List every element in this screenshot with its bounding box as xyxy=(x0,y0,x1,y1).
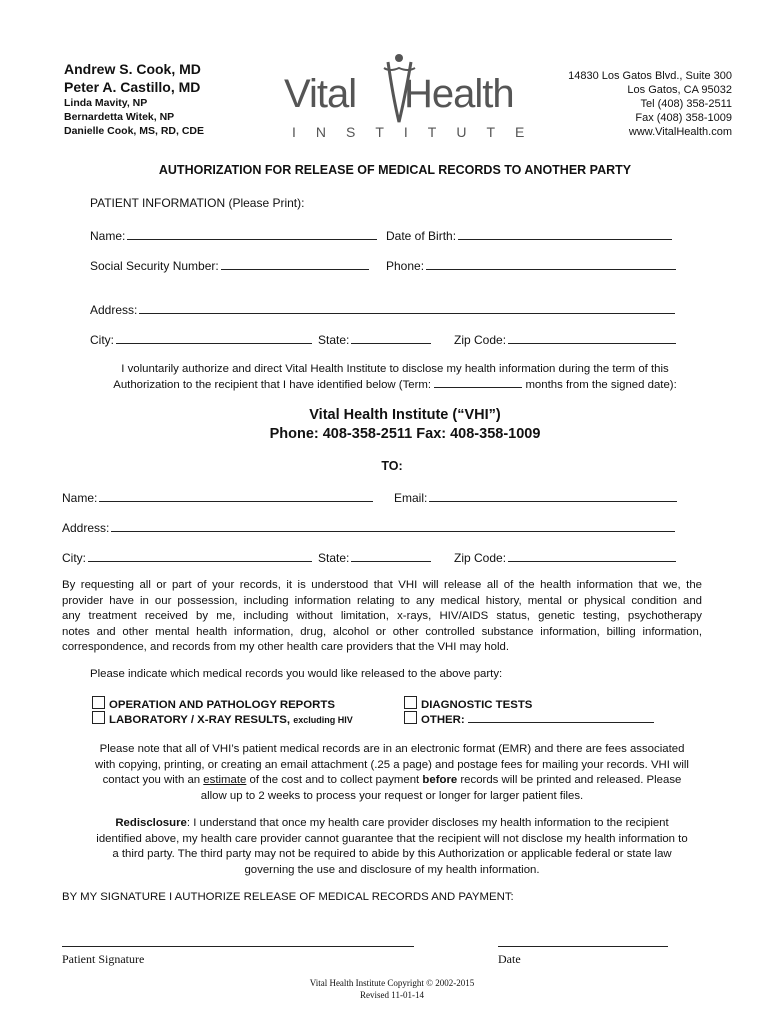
authorization-line-2 xyxy=(0,377,770,393)
laboratory-note: excluding HIV xyxy=(293,715,353,725)
patient-dob-label: Date of Birth: xyxy=(386,229,457,243)
fees-line: allow up to 2 weeks to process your request or longer for larger patient files. xyxy=(200,789,584,802)
staff-name: Bernardetta Witek, NP xyxy=(64,111,175,123)
patient-phone-field[interactable] xyxy=(426,258,676,270)
redisclosure-line: governing the use and disclosure of my health information. xyxy=(244,863,540,876)
fees-text: records will be printed and released. Please xyxy=(460,774,682,786)
release-line: any treatment received by me, including without limitation, x-rays, HIV/AIDS status, genetic testing, psychotherapy xyxy=(62,610,702,622)
term-suffix: months from the signed date): xyxy=(525,379,677,391)
authorization-line-1: I voluntarily authorize and direct Vital Health Institute to disclose my health information during the term of this xyxy=(121,363,669,375)
patient-ssn-label: Social Security Number: xyxy=(90,259,219,273)
release-line: provider have in our possession, including information relating to any medical history, mental or physical condition and xyxy=(62,594,702,607)
recipient-state-field[interactable] xyxy=(351,550,431,562)
release-line: notes and other mental health information, drug, alcohol or other controlled substance information, billing information, xyxy=(62,625,702,638)
staff-name: Danielle Cook, MS, RD, CDE xyxy=(64,125,205,137)
fees-text: contact you with an xyxy=(102,774,201,786)
patient-name-label: Name: xyxy=(90,229,126,243)
clinic-address xyxy=(568,69,732,139)
doctor-name: Andrew S. Cook, MD xyxy=(64,61,201,77)
fees-before: before xyxy=(422,774,458,786)
logo-subtitle: INSTITUTE xyxy=(292,124,545,140)
redisclosure-line: identified above, my health care provider cannot guarantee that the recipient will not disclose my health information to xyxy=(96,832,688,845)
release-paragraph xyxy=(62,578,702,656)
staff-list xyxy=(64,96,204,138)
footer-revised: Revised 11-01-14 xyxy=(360,990,424,1000)
laboratory-checkbox[interactable] xyxy=(92,711,105,724)
fees-paragraph xyxy=(0,742,770,804)
date-signature-line[interactable] xyxy=(498,946,668,947)
form-title: AUTHORIZATION FOR RELEASE OF MEDICAL RECORDS TO ANOTHER PARTY xyxy=(158,163,632,177)
fees-line xyxy=(0,773,770,789)
redisclosure-line xyxy=(0,816,770,832)
recipient-city-label: City: xyxy=(62,551,86,565)
address-line: 14830 Los Gatos Blvd., Suite 300 xyxy=(568,70,732,82)
doctor-name: Peter A. Castillo, MD xyxy=(64,79,201,95)
release-line: By requesting all or part of your records, it is understood that VHI will release all of the health information that we, the xyxy=(62,579,702,591)
patient-state-label: State: xyxy=(318,333,350,347)
redisclosure-paragraph xyxy=(0,816,770,878)
to-label: TO: xyxy=(381,459,403,473)
footer xyxy=(0,977,770,1001)
option-other[interactable] xyxy=(404,711,654,728)
patient-state-field[interactable] xyxy=(351,332,431,344)
recipient-zip-field[interactable] xyxy=(508,550,676,562)
fees-text: of the cost and to collect payment xyxy=(249,774,420,786)
address-line: Fax (408) 358-1009 xyxy=(635,112,732,124)
patient-zip-label: Zip Code: xyxy=(454,333,507,347)
other-checkbox[interactable] xyxy=(404,711,417,724)
release-line: correspondence, and records from my other health care providers that the VHI may hold. xyxy=(62,641,509,653)
diagnostic-label: DIAGNOSTIC TESTS xyxy=(421,699,533,711)
fees-line: Please note that all of VHI’s patient medical records are in an electronic format (EMR) and there are fees associated xyxy=(99,743,685,755)
patient-city-field[interactable] xyxy=(116,332,312,344)
signature-statement: BY MY SIGNATURE I AUTHORIZE RELEASE OF MEDICAL RECORDS AND PAYMENT: xyxy=(62,891,514,903)
patient-phone-label: Phone: xyxy=(386,259,425,273)
vhi-name: Vital Health Institute (“VHI”) xyxy=(309,407,501,423)
recipient-email-label: Email: xyxy=(394,491,428,505)
recipient-city-field[interactable] xyxy=(88,550,312,562)
patient-section-heading: PATIENT INFORMATION (Please Print): xyxy=(90,196,305,210)
operation-checkbox[interactable] xyxy=(92,696,105,709)
recipient-name-field[interactable] xyxy=(99,490,373,502)
fees-line: with copying, printing, or creating an email attachment (.25 a page) and postage fees for mailing your records. VHI will xyxy=(95,758,689,771)
patient-signature-line[interactable] xyxy=(62,946,414,947)
recipient-address-field[interactable] xyxy=(111,520,675,532)
logo xyxy=(280,52,545,142)
patient-address-label: Address: xyxy=(90,303,138,317)
operation-label: OPERATION AND PATHOLOGY REPORTS xyxy=(109,699,335,711)
patient-zip-field[interactable] xyxy=(508,332,676,344)
redisclosure-line: a third party. The third party may not be required to abide by this Authorization or applicable federal or state law xyxy=(112,848,672,860)
logo-word-health: Health xyxy=(404,72,514,116)
recipient-name-label: Name: xyxy=(62,491,98,505)
footer-copyright: Vital Health Institute Copyright © 2002-2015 xyxy=(309,978,475,988)
term-prefix: Authorization to the recipient that I have identified below (Term: xyxy=(113,379,432,391)
redisclosure-label: Redisclosure xyxy=(115,817,187,829)
patient-ssn-field[interactable] xyxy=(221,258,369,270)
diagnostic-checkbox[interactable] xyxy=(404,696,417,709)
recipient-email-field[interactable] xyxy=(429,490,677,502)
vhi-phone-fax: Phone: 408-358-2511 Fax: 408-358-1009 xyxy=(269,426,541,442)
vhi-contact-block xyxy=(0,406,770,444)
website-link[interactable]: www.VitalHealth.com xyxy=(628,126,732,138)
fees-estimate: estimate xyxy=(203,774,247,786)
recipient-address-label: Address: xyxy=(62,521,110,535)
patient-signature-label: Patient Signature xyxy=(62,952,145,966)
patient-city-label: City: xyxy=(90,333,114,347)
authorization-statement xyxy=(0,362,770,393)
staff-name: Linda Mavity, NP xyxy=(64,97,148,109)
patient-dob-field[interactable] xyxy=(458,228,672,240)
patient-name-field[interactable] xyxy=(127,228,377,240)
doctor-list xyxy=(64,60,201,96)
recipient-state-label: State: xyxy=(318,551,350,565)
patient-address-field[interactable] xyxy=(139,302,675,314)
redisclosure-text: : I understand that once my health care provider discloses my health information to the recipient xyxy=(186,817,669,829)
other-label: OTHER: xyxy=(421,714,465,726)
address-line: Los Gatos, CA 95032 xyxy=(627,84,732,96)
laboratory-label: LABORATORY / X-RAY RESULTS, xyxy=(109,714,291,726)
recipient-zip-label: Zip Code: xyxy=(454,551,507,565)
address-line: Tel (408) 358-2511 xyxy=(640,98,732,110)
term-months-field[interactable] xyxy=(434,377,522,388)
date-label: Date xyxy=(498,952,521,966)
logo-word-vital: Vital xyxy=(284,72,357,116)
records-prompt: Please indicate which medical records you would like released to the above party: xyxy=(90,668,503,680)
other-field[interactable] xyxy=(468,712,654,723)
option-laboratory[interactable] xyxy=(92,711,353,728)
